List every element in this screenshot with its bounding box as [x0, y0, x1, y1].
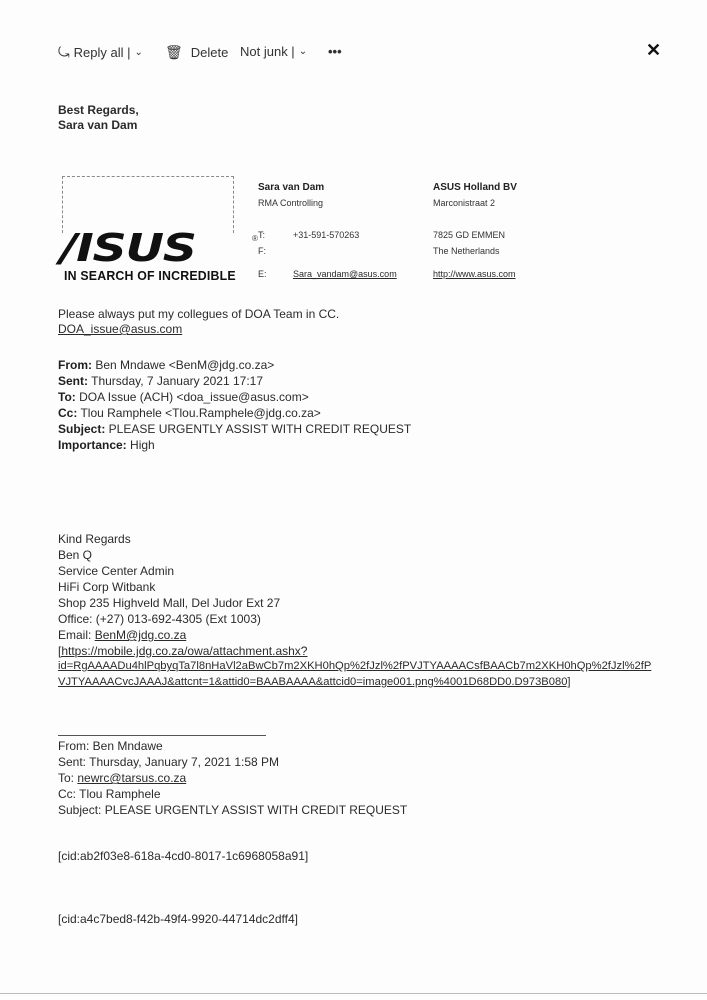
more-options-button[interactable] [328, 44, 342, 59]
reply-all-button[interactable] [58, 44, 143, 61]
fwd2-cc: Cc: Tlou Ramphele [58, 787, 161, 801]
fwd2-subject: Subject: PLEASE URGENTLY ASSIST WITH CREDIT REQUEST [58, 803, 408, 817]
chevron-down-icon[interactable]: ⌄ [134, 47, 143, 58]
body-email: Email: BenM@jdg.co.za [58, 628, 187, 642]
signature-country: The Netherlands [433, 246, 500, 256]
body-kind-regards: Kind Regards [58, 532, 131, 546]
fwd1-subject: Subject: PLEASE URGENTLY ASSIST WITH CREDIT REQUEST [58, 422, 412, 436]
asus-tagline: IN SEARCH OF INCREDIBLE [64, 268, 236, 283]
fwd2-from: From: Ben Mndawe [58, 739, 163, 753]
not-junk-label: Not junk | [240, 44, 295, 59]
fwd2-to: To: newrc@tarsus.co.za [58, 771, 187, 785]
fwd1-to: To: DOA Issue (ACH) <doa_issue@asus.com> [58, 390, 309, 404]
attachment-url-line3[interactable]: VJTYAAAACvcJAAAJ&attcnt=1&attid0=BAABAAAA&attcid0=image001.png%4001D68DD0.D973B080] [58, 676, 571, 688]
signature-phone-label: T: [258, 230, 266, 240]
signature-email-link[interactable]: Sara_vandam@asus.com [293, 269, 397, 279]
signature-website-link[interactable]: http://www.asus.com [433, 269, 516, 279]
chevron-down-icon[interactable]: ⌄ [298, 46, 308, 57]
reply-all-label: Reply all | [73, 45, 131, 60]
attachment-url-line2[interactable]: id=RgAAAADu4hlPqbyqTa7l8nHaVl2aBwCb7m2XKH0hQp%2fJzl%2fPVJTYAAAACsfBAACb7m2XKH0hQp%2fJzl%2fP [58, 660, 652, 672]
signature-company: ASUS Holland BV [433, 182, 517, 193]
signature-image-placeholder [62, 176, 234, 233]
body-office: Office: (+27) 013-692-4305 (Ext 1003) [58, 612, 261, 626]
body-role: Service Center Admin [58, 564, 175, 578]
body-name: Ben Q [58, 548, 93, 562]
registered-mark: ® [252, 234, 258, 243]
greeting-name: Sara van Dam [58, 118, 138, 132]
reply-all-icon: ⤿ [58, 44, 70, 60]
greeting-regards: Best Regards, [58, 103, 139, 117]
body-email-link[interactable]: BenM@jdg.co.za [94, 628, 187, 642]
signature-address1: Marconistraat 2 [433, 198, 496, 208]
not-junk-button[interactable] [240, 44, 307, 59]
fwd1-cc: Cc: Tlou Ramphele <Tlou.Ramphele@jdg.co.za> [58, 406, 321, 420]
note-text: Please always put my collegues of DOA Team in CC. [58, 307, 340, 321]
fwd1-importance: Importance: High [58, 438, 155, 452]
cid-reference-2: [cid:a4c7bed8-f42b-49f4-9920-44714dc2dff4] [58, 912, 298, 926]
more-icon: ••• [328, 44, 342, 59]
body-address: Shop 235 Highveld Mall, Del Judor Ext 27 [58, 596, 281, 610]
delete-label: Delete [190, 45, 229, 60]
close-button[interactable]: ✕ [646, 40, 662, 60]
asus-logo: /ISUS [60, 226, 196, 270]
body-store: HiFi Corp Witbank [58, 580, 156, 594]
note-email-link[interactable]: DOA_issue@asus.com [58, 322, 183, 336]
page-bottom-edge [0, 993, 707, 994]
fwd1-from: From: Ben Mndawe <BenM@jdg.co.za> [58, 358, 275, 372]
delete-button[interactable] [165, 44, 228, 61]
separator-line [58, 735, 266, 736]
cid-reference-1: [cid:ab2f03e8-618a-4cd0-8017-1c6968058a91] [58, 849, 309, 863]
signature-fax-label: F: [258, 246, 266, 256]
trash-icon: 🗑 [165, 44, 183, 60]
signature-email-label: E: [258, 269, 267, 279]
signature-person-name: Sara van Dam [258, 182, 325, 193]
signature-person-title: RMA Controlling [258, 198, 324, 208]
fwd1-sent: Sent: Thursday, 7 January 2021 17:17 [58, 374, 264, 388]
fwd2-sent: Sent: Thursday, January 7, 2021 1:58 PM [58, 755, 280, 769]
fwd2-to-link[interactable]: newrc@tarsus.co.za [77, 771, 187, 785]
attachment-url-line1[interactable]: [https://mobile.jdg.co.za/owa/attachment.ashx? [58, 644, 308, 658]
signature-address2: 7825 GD EMMEN [433, 230, 506, 240]
signature-phone-value: +31-591-570263 [293, 230, 360, 240]
